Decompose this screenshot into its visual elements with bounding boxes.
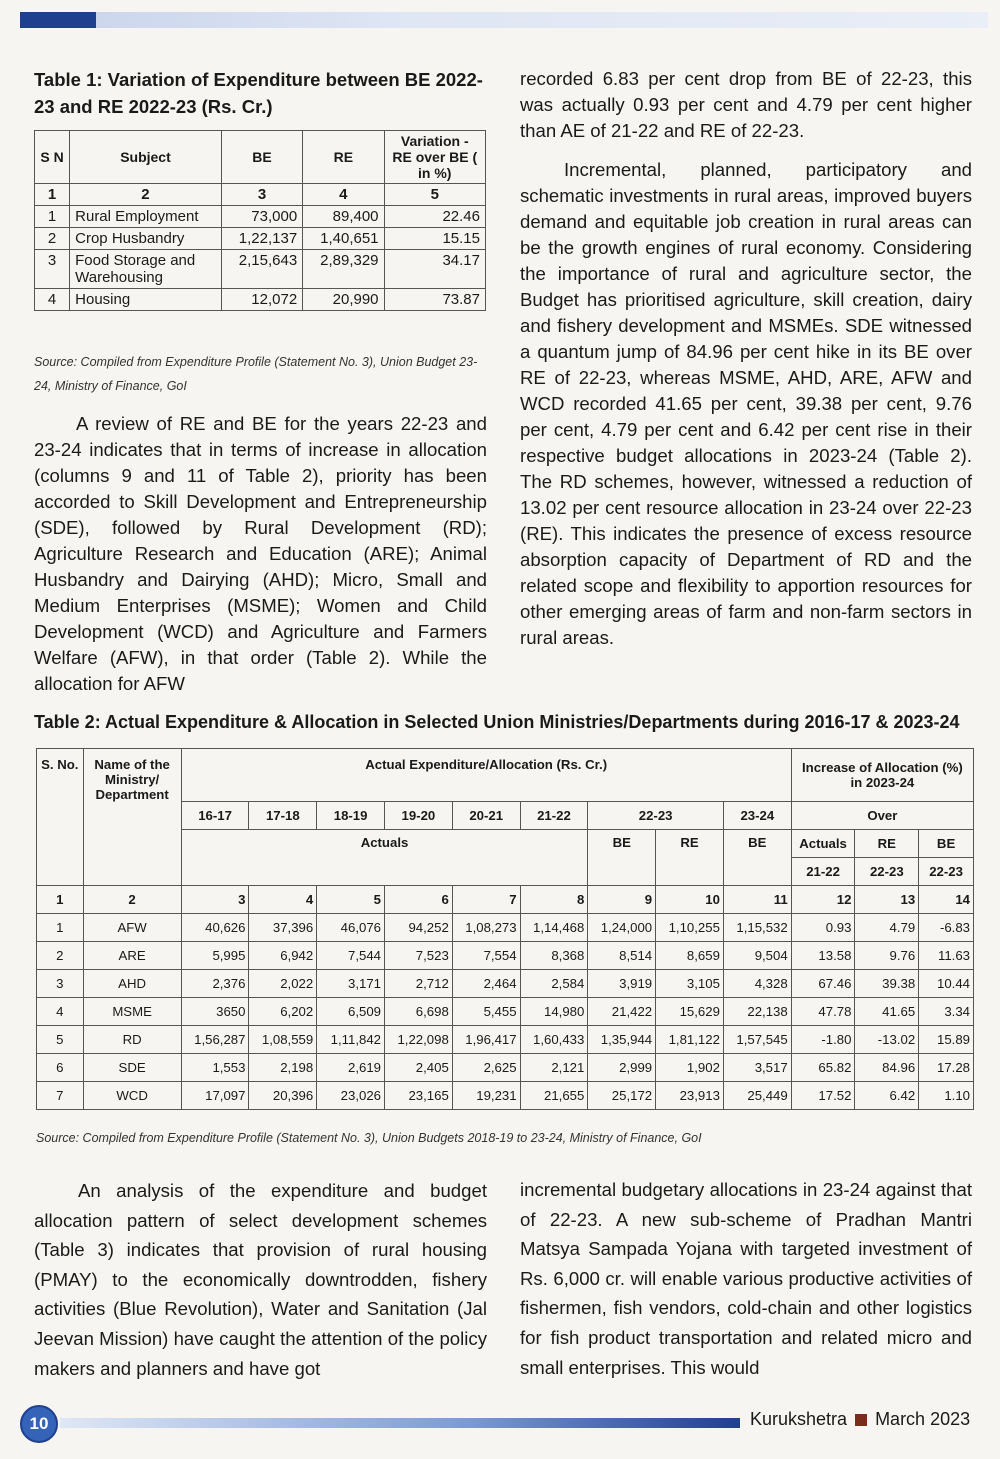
left-paragraph-1: A review of RE and BE for the years 22-23 and 23-24 indicates that in terms of increase in allocation (columns 9 and 11 of Table 2), priority has been accorded to Skill Development and Entrepreneurship (SDE), followed by Rural Development (RD); Agriculture Research and Education (ARE); Animal Husbandry and Dairying (AHD); Micro, Small and Medium Enterprises (MSME); Women and Child Development (WCD) and Agriculture and Farmers Welfare (AFW), in that order (Table 2). While the allocation for AFW	[34, 413, 487, 694]
table2-cell: 6	[37, 1054, 84, 1082]
table2-cell: 10	[656, 886, 724, 914]
table2-header-year: 21-22	[520, 802, 588, 830]
table2-cell: 1,10,255	[656, 914, 724, 942]
table2-cell: 9.76	[855, 942, 919, 970]
table2-cell: -6.83	[919, 914, 974, 942]
table2-cell: 3	[37, 970, 84, 998]
table2-cell: 7	[37, 1082, 84, 1110]
table1-cell: 1,22,137	[221, 228, 302, 250]
table2-cell: 2,198	[249, 1054, 317, 1082]
table2-header-increase: Increase of Allocation (%) in 2023-24	[791, 749, 973, 802]
table1-cell: 1,40,651	[303, 228, 384, 250]
table2-row	[37, 1082, 974, 1110]
table2-header-year: 23-24	[723, 802, 791, 830]
table2-cell: 1,96,417	[452, 1026, 520, 1054]
table1	[34, 130, 486, 311]
table2-row	[37, 970, 974, 998]
table2-cell: 9,504	[723, 942, 791, 970]
table1-cell: 73,000	[221, 206, 302, 228]
table1-cell: 15.15	[384, 228, 485, 250]
table1-cell: 1	[35, 184, 70, 206]
table2-cell: 3.34	[919, 998, 974, 1026]
table2-row	[37, 998, 974, 1026]
table2-cell: 1.10	[919, 1082, 974, 1110]
table2-title: Table 2: Actual Expenditure & Allocation in Selected Union Ministries/Departments during 2016-17 & 2023-24	[34, 712, 960, 732]
table2-cell: 15.89	[919, 1026, 974, 1054]
table1-cell: 73.87	[384, 289, 485, 311]
issue-date: March 2023	[875, 1409, 971, 1429]
table1-cell: 2	[35, 228, 70, 250]
table1-cell: 1	[35, 206, 70, 228]
table1-cell: Rural Employment	[70, 206, 222, 228]
page-number: 10	[20, 1405, 58, 1443]
table2-cell: 8,659	[656, 942, 724, 970]
table1-cell: 20,990	[303, 289, 384, 311]
table2-cell: 4	[37, 998, 84, 1026]
table2-cell: AFW	[83, 914, 181, 942]
table2-header-be2: BE	[723, 830, 791, 886]
table2-header-row	[37, 749, 974, 802]
table1-header-sn: S N	[35, 131, 70, 184]
table2-cell: 1,15,532	[723, 914, 791, 942]
table2-cell: 23,026	[317, 1082, 385, 1110]
table2-row	[37, 1026, 974, 1054]
header-decor-bar	[20, 12, 988, 28]
footer-decor-bar	[60, 1418, 740, 1428]
table2-cell: 2,464	[452, 970, 520, 998]
header-accent-block	[20, 12, 96, 28]
table2-cell: 6,202	[249, 998, 317, 1026]
table2-header-over: Over	[791, 802, 973, 830]
table2-cell: 7,554	[452, 942, 520, 970]
table1-cell: 5	[384, 184, 485, 206]
table2-header-year: 20-21	[452, 802, 520, 830]
table2-cell: 20,396	[249, 1082, 317, 1110]
table1-header-re: RE	[303, 131, 384, 184]
table2-cell: 1,553	[181, 1054, 249, 1082]
table2-cell: 2	[83, 886, 181, 914]
table1-cell: 3	[35, 250, 70, 289]
table2-cell: 13.58	[791, 942, 855, 970]
table2-cell: 1,35,944	[588, 1026, 656, 1054]
table2-cell: -1.80	[791, 1026, 855, 1054]
table2-cell: 1,22,098	[385, 1026, 453, 1054]
table2-cell: 3,171	[317, 970, 385, 998]
table2-cell: 3	[181, 886, 249, 914]
table2-header-be: BE	[588, 830, 656, 886]
table2-cell: 4.79	[855, 914, 919, 942]
table1-cell: 22.46	[384, 206, 485, 228]
table1-cell: 3	[221, 184, 302, 206]
table2-cell: 8,368	[520, 942, 588, 970]
table2-cell: 1,60,433	[520, 1026, 588, 1054]
table2-cell: 84.96	[855, 1054, 919, 1082]
table2-cell: 1,902	[656, 1054, 724, 1082]
table2-cell: -13.02	[855, 1026, 919, 1054]
table2-header-inc-re: RE	[855, 830, 919, 858]
table2-cell: 2,022	[249, 970, 317, 998]
table2-cell: 1,11,842	[317, 1026, 385, 1054]
table2-cell: 11.63	[919, 942, 974, 970]
table2-cell: 10.44	[919, 970, 974, 998]
table2-cell: 2,584	[520, 970, 588, 998]
table1-cell: Housing	[70, 289, 222, 311]
table1-header-row	[35, 131, 486, 184]
table2-cell: 3,105	[656, 970, 724, 998]
table2	[36, 748, 974, 1110]
table2-cell: 1,81,122	[656, 1026, 724, 1054]
table1-cell: 2,89,329	[303, 250, 384, 289]
table2-cell: 7,523	[385, 942, 453, 970]
table1-header-be: BE	[221, 131, 302, 184]
table2-cell: 5	[37, 1026, 84, 1054]
table2-row	[37, 1054, 974, 1082]
table2-cell: 5	[317, 886, 385, 914]
table2-cell: 1,14,468	[520, 914, 588, 942]
table2-cell: AHD	[83, 970, 181, 998]
table2-cell: 25,172	[588, 1082, 656, 1110]
table2-cell: 3650	[181, 998, 249, 1026]
table2-cell: 22,138	[723, 998, 791, 1026]
table2-header-name: Name of the Ministry/ Department	[83, 749, 181, 886]
table2-cell: 2,619	[317, 1054, 385, 1082]
table1-header-variation: Variation - RE over BE ( in %)	[384, 131, 485, 184]
table2-cell: 25,449	[723, 1082, 791, 1110]
table2-cell: 17,097	[181, 1082, 249, 1110]
table2-cell: 1,08,559	[249, 1026, 317, 1054]
right-paragraph-2: Incremental, planned, participatory and schematic investments in rural areas, improved buyers demand and equitable job creation in rural areas can be the growth engines of rural economy. Considering the importance of rural and agriculture sector, the Budget has prioritised agriculture, skill creation, dairy and fishery development and MSMEs. SDE witnessed a quantum jump of 84.96 per cent hike in its BE over RE of 22-23, whereas MSME, AHD, ARE, AFW and WCD recorded 41.65 per cent, 39.38 per cent, 9.76 per cent, 4.79 per cent and 6.42 per cent rise in their respective budget allocations in 2023-24 (Table 2). The RD schemes, however, witnessed a reduction of 13.02 per cent resource allocation in 23-24 over 22-23 (RE). This indicates the presence of excess resource absorption capacity of Department of RD and the related scope and flexibility to apportion resources for other emerging areas of farm and non-farm sectors in rural areas.	[520, 159, 972, 648]
table2-cell: 7	[452, 886, 520, 914]
table2-cell: 1,56,287	[181, 1026, 249, 1054]
table2-cell: 94,252	[385, 914, 453, 942]
right-paragraph-1: recorded 6.83 per cent drop from BE of 22-23, this was actually 0.93 per cent and 4.79 per cent higher than AE of 21-22 and RE of 22-23.	[520, 68, 972, 141]
table1-cell: 12,072	[221, 289, 302, 311]
left-paragraph-2: An analysis of the expenditure and budget allocation pattern of select development schemes (Table 3) indicates that provision of rural housing (PMAY) to the economically downtrodden, fishery activities (Blue Revolution), Water and Sanitation (Jal Jeevan Mission) have caught the attention of the policy makers and planners and have got	[34, 1180, 487, 1379]
table2-cell: 1	[37, 914, 84, 942]
table1-title: Table 1: Variation of Expenditure between BE 2022-23 and RE 2022-23 (Rs. Cr.)	[34, 69, 483, 117]
table2-cell: 19,231	[452, 1082, 520, 1110]
table2-cell: 2,405	[385, 1054, 453, 1082]
square-bullet-icon	[855, 1414, 867, 1426]
table2-cell: 2	[37, 942, 84, 970]
table2-header-inc-year: 22-23	[855, 858, 919, 886]
table1-cell: 34.17	[384, 250, 485, 289]
table2-header-actuals: Actuals	[181, 830, 588, 886]
table2-cell: SDE	[83, 1054, 181, 1082]
table2-cell: 3,919	[588, 970, 656, 998]
table2-cell: 65.82	[791, 1054, 855, 1082]
table2-cell: 2,712	[385, 970, 453, 998]
footer	[20, 1405, 988, 1441]
table2-cell: 1	[37, 886, 84, 914]
table2-cell: 47.78	[791, 998, 855, 1026]
table1-cell: 89,400	[303, 206, 384, 228]
table2-cell: 23,913	[656, 1082, 724, 1110]
table2-cell: 7,544	[317, 942, 385, 970]
table2-cell: 21,422	[588, 998, 656, 1026]
table1-cell: 2,15,643	[221, 250, 302, 289]
table2-cell: MSME	[83, 998, 181, 1026]
table2-cell: 11	[723, 886, 791, 914]
table2-row	[37, 942, 974, 970]
table2-cell: 2,625	[452, 1054, 520, 1082]
table1-row	[35, 228, 486, 250]
table2-header-sno: S. No.	[37, 749, 84, 886]
table2-row	[37, 914, 974, 942]
table2-cell: 14,980	[520, 998, 588, 1026]
table1-cell: 4	[35, 289, 70, 311]
table2-cell: 14	[919, 886, 974, 914]
table2-body	[37, 886, 974, 1110]
table2-header-inc-be: BE	[919, 830, 974, 858]
table2-cell: 5,995	[181, 942, 249, 970]
table2-cell: 0.93	[791, 914, 855, 942]
table2-header-year: 17-18	[249, 802, 317, 830]
table2-cell: WCD	[83, 1082, 181, 1110]
table2-cell: 2,999	[588, 1054, 656, 1082]
table2-cell: ARE	[83, 942, 181, 970]
table1-row	[35, 289, 486, 311]
table2-cell: 8,514	[588, 942, 656, 970]
magazine-name: Kurukshetra	[750, 1409, 848, 1429]
table2-cell: 6,698	[385, 998, 453, 1026]
table2-cell: 37,396	[249, 914, 317, 942]
table2-header-re: RE	[656, 830, 724, 886]
table1-cell: 4	[303, 184, 384, 206]
table2-cell: 17.28	[919, 1054, 974, 1082]
table2-cell: 6.42	[855, 1082, 919, 1110]
table2-cell: 4,328	[723, 970, 791, 998]
table2-cell: 41.65	[855, 998, 919, 1026]
table2-header-inc-actuals: Actuals	[791, 830, 855, 858]
table2-cell: 21,655	[520, 1082, 588, 1110]
table2-cell: 8	[520, 886, 588, 914]
table2-cell: RD	[83, 1026, 181, 1054]
table2-cell: 23,165	[385, 1082, 453, 1110]
table2-cell: 2,376	[181, 970, 249, 998]
table2-cell: 5,455	[452, 998, 520, 1026]
table2-cell: 13	[855, 886, 919, 914]
table1-cell: 2	[70, 184, 222, 206]
table1-row	[35, 206, 486, 228]
table2-cell: 3,517	[723, 1054, 791, 1082]
table2-cell: 1,57,545	[723, 1026, 791, 1054]
table2-cell: 6,509	[317, 998, 385, 1026]
table1-row	[35, 250, 486, 289]
table2-header-year: 19-20	[385, 802, 453, 830]
table2-header-year: 22-23	[588, 802, 724, 830]
right-paragraph-3: incremental budgetary allocations in 23-24 against that of 22-23. A new sub-scheme of Pradhan Mantri Matsya Sampada Yojana with targeted investment of Rs. 6,000 cr. will enable various productive activities of fishermen, fish vendors, cold-chain and other logistics for fish product transportation and related micro and small enterprises. This would	[520, 1179, 972, 1378]
table2-cell: 40,626	[181, 914, 249, 942]
table2-cell: 67.46	[791, 970, 855, 998]
table1-source: Source: Compiled from Expenditure Profile (Statement No. 3), Union Budget 23-24, Ministry of Finance, GoI	[34, 355, 478, 393]
table1-colnum-row	[35, 184, 486, 206]
table1-cell: Food Storage and Warehousing	[70, 250, 222, 289]
table1-header-subject: Subject	[70, 131, 222, 184]
table2-cell: 15,629	[656, 998, 724, 1026]
table2-cell: 39.38	[855, 970, 919, 998]
footer-text	[750, 1409, 970, 1430]
table1-cell: Crop Husbandry	[70, 228, 222, 250]
table2-cell: 6	[385, 886, 453, 914]
table2-cell: 6,942	[249, 942, 317, 970]
table2-header-inc-year: 21-22	[791, 858, 855, 886]
table2-cell: 1,08,273	[452, 914, 520, 942]
table2-cell: 1,24,000	[588, 914, 656, 942]
table2-cell: 17.52	[791, 1082, 855, 1110]
table2-cell: 9	[588, 886, 656, 914]
table2-header-year: 18-19	[317, 802, 385, 830]
table2-colnum-row	[37, 886, 974, 914]
table2-cell: 4	[249, 886, 317, 914]
table2-header-actual: Actual Expenditure/Allocation (Rs. Cr.)	[181, 749, 791, 802]
table2-cell: 2,121	[520, 1054, 588, 1082]
table2-header-inc-year: 22-23	[919, 858, 974, 886]
table2-header-year: 16-17	[181, 802, 249, 830]
table2-source: Source: Compiled from Expenditure Profile (Statement No. 3), Union Budgets 2018-19 to 23-24, Ministry of Finance, GoI	[36, 1131, 702, 1145]
table2-cell: 46,076	[317, 914, 385, 942]
table2-cell: 12	[791, 886, 855, 914]
